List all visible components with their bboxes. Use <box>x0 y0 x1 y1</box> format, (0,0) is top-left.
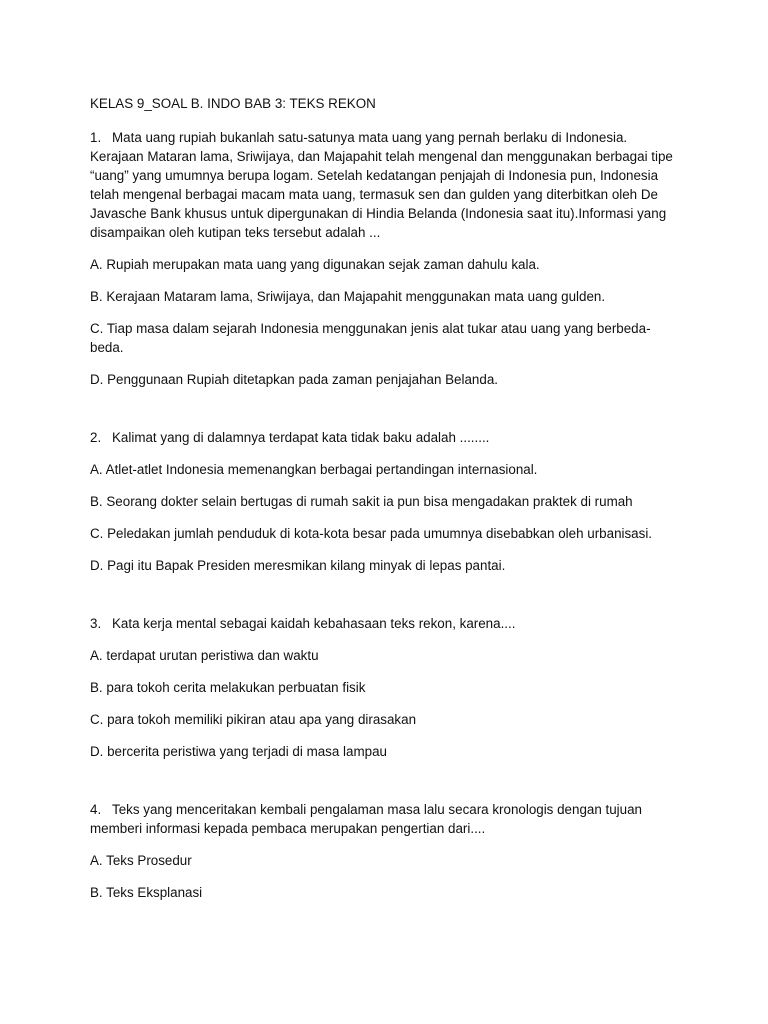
question-text <box>90 800 680 838</box>
question-number: 2. <box>90 430 102 445</box>
answer-option: D. Pagi itu Bapak Presiden meresmikan kilang minyak di lepas pantai. <box>90 558 506 573</box>
question-body: Kata kerja mental sebagai kaidah kebahasaan teks rekon, karena.... <box>112 616 516 631</box>
question-3 <box>90 614 680 761</box>
document-title: KELAS 9_SOAL B. INDO BAB 3: TEKS REKON <box>90 96 376 111</box>
question-1 <box>90 128 680 389</box>
question-body: Teks yang menceritakan kembali pengalaman masa lalu secara kronologis dengan tujuan memberi informasi kepada pembaca merupakan pengertian dari.... <box>90 802 642 836</box>
answer-option: A. Teks Prosedur <box>90 853 192 868</box>
answer-option: B. Kerajaan Mataram lama, Sriwijaya, dan Majapahit menggunakan mata uang gulden. <box>90 289 606 304</box>
question-body: Mata uang rupiah bukanlah satu-satunya mata uang yang pernah berlaku di Indonesia. Kerajaan Mataran lama, Sriwijaya, dan Majapahit telah mengenal dan menggunakan berbagai tipe “uang” yang umumnya berupa logam. Setelah kedatangan penjajah di Indonesia pun, Indonesia telah mengenal berbagai macam mata uang, termasuk sen dan gulden yang diterbitkan oleh De Javasche Bank khusus untuk dipergunakan di Hindia Belanda (Indonesia saat itu).Informasi yang disampaikan oleh kutipan teks tersebut adalah ... <box>90 130 673 240</box>
question-2 <box>90 428 680 575</box>
question-number: 3. <box>90 616 102 631</box>
question-spacer <box>90 774 680 800</box>
question-number: 4. <box>90 802 102 817</box>
answer-option: A. Atlet-atlet Indonesia memenangkan berbagai pertandingan internasional. <box>90 462 538 477</box>
question-text <box>90 614 680 633</box>
answer-option: A. terdapat urutan peristiwa dan waktu <box>90 648 319 663</box>
answer-option: B. Teks Eksplanasi <box>90 885 203 900</box>
answer-option: C. para tokoh memiliki pikiran atau apa yang dirasakan <box>90 712 417 727</box>
question-text <box>90 428 680 447</box>
answer-option: D. bercerita peristiwa yang terjadi di masa lampau <box>90 744 387 759</box>
document-page <box>90 94 680 915</box>
question-number: 1. <box>90 130 102 145</box>
answer-option: B. para tokoh cerita melakukan perbuatan fisik <box>90 680 366 695</box>
answer-option: A. Rupiah merupakan mata uang yang digunakan sejak zaman dahulu kala. <box>90 257 540 272</box>
question-text <box>90 128 680 242</box>
answer-option: C. Tiap masa dalam sejarah Indonesia menggunakan jenis alat tukar atau uang yang berbeda-beda. <box>90 321 651 355</box>
answer-option: D. Penggunaan Rupiah ditetapkan pada zaman penjajahan Belanda. <box>90 372 498 387</box>
answer-option: B. Seorang dokter selain bertugas di rumah sakit ia pun bisa mengadakan praktek di rumah <box>90 494 633 509</box>
question-spacer <box>90 402 680 428</box>
question-body: Kalimat yang di dalamnya terdapat kata tidak baku adalah ........ <box>112 430 490 445</box>
question-4 <box>90 800 680 902</box>
question-spacer <box>90 588 680 614</box>
answer-option: C. Peledakan jumlah penduduk di kota-kota besar pada umumnya disebabkan oleh urbanisasi. <box>90 526 653 541</box>
